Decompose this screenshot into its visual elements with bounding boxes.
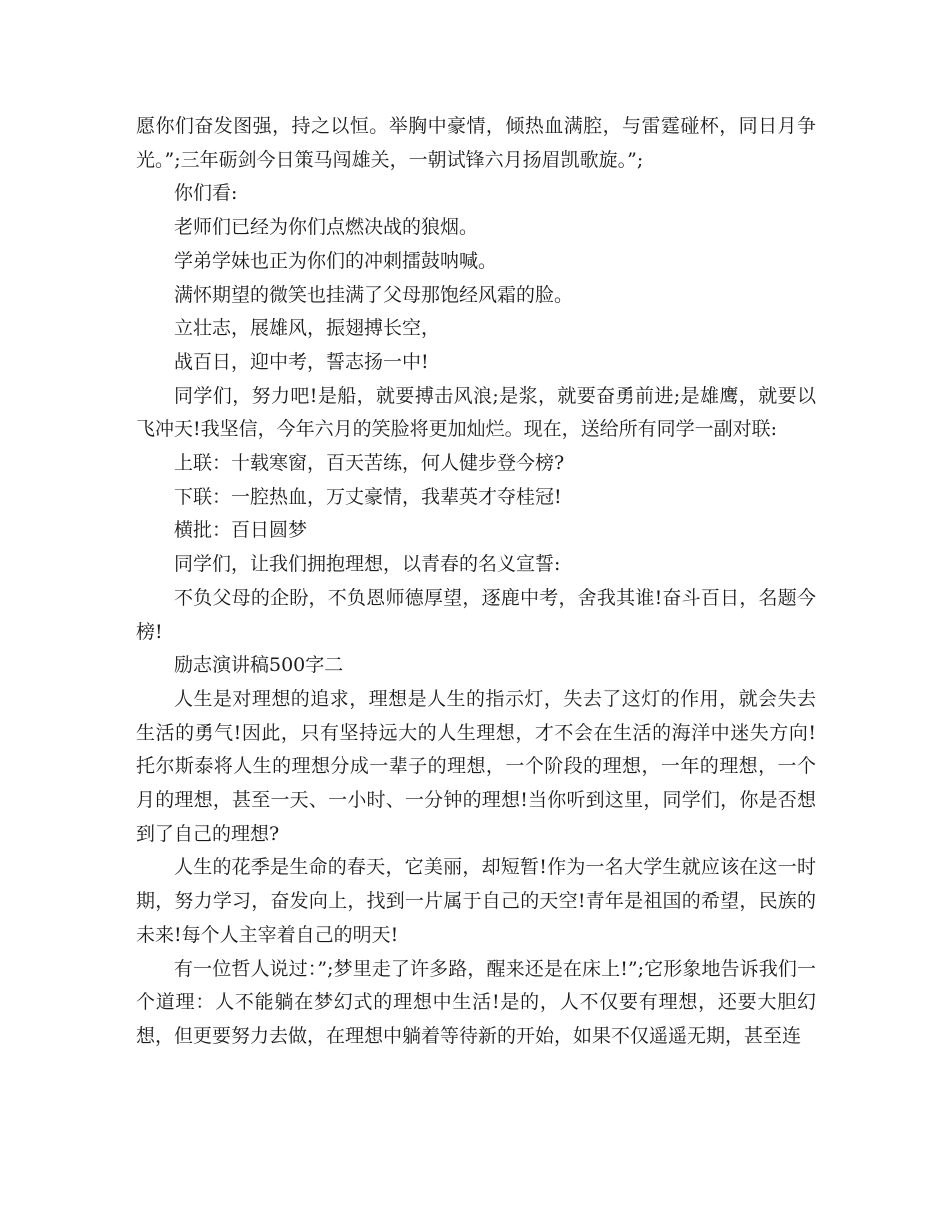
paragraph: 有一位哲人说过：”;梦里走了许多路，醒来还是在床上!”;它形象地告诉我们一个道理：人不能躺在梦幻式的理想中生活!是的，人不仅要有理想，还要大胆幻想，但更要努力去做，在理想中躺着等待新的开始，如果不仅遥遥无期，甚至连 [136,957,816,1047]
document-body [136,110,816,1054]
paragraph: 你们看: [174,182,238,205]
paragraph: 战百日，迎中考，誓志扬一中! [174,350,429,373]
paragraph: 同学们，让我们拥抱理想，以青春的名义宣誓: [174,553,561,576]
paragraph: 不负父母的企盼，不负恩师德厚望，逐鹿中考，舍我其谁!奋斗百日，名题今榜! [136,586,816,643]
couplet-horizontal: 横批：百日圆梦 [174,519,308,542]
paragraph: 同学们，努力吧!是船，就要搏击风浪;是浆，就要奋勇前进;是雄鹰，就要以飞冲天!我坚信，今年六月的笑脸将更加灿烂。现在，送给所有同学一副对联: [136,384,816,441]
couplet-lower: 下联：一腔热血，万丈豪情，我辈英才夺桂冠! [174,485,562,508]
paragraph: 人生是对理想的追求，理想是人生的指示灯，失去了这灯的作用，就会失去生活的勇气!因此，只有坚持远大的人生理想，才不会在生活的海洋中迷失方向!托尔斯泰将人生的理想分成一辈子的理想，一个阶段的理想，一年的理想，一个月的理想，甚至一天、一小时、一分钟的理想!当你听到这里，同学们，你是否想到了自己的理想? [136,687,816,845]
paragraph: 人生的花季是生命的春天，它美丽，却短暂!作为一名大学生就应该在这一时期，努力学习，奋发向上，找到一片属于自己的天空!青年是祖国的希望，民族的未来!每个人主宰着自己的明天! [136,856,816,946]
couplet-upper: 上联：十载寒窗，百天苦练，何人健步登今榜? [174,452,565,475]
paragraph: 老师们已经为你们点燃决战的狼烟。 [174,216,479,239]
paragraph: 满怀期望的微笑也挂满了父母那饱经风霜的脸。 [174,283,574,306]
section-heading: 励志演讲稿500字二 [174,654,344,677]
paragraph: 愿你们奋发图强，持之以恒。举胸中豪情，倾热血满腔，与雷霆碰杯，同日月争光。”;三年砺剑今日策马闯雄关，一朝试锋六月扬眉凯歌旋。”; [136,115,816,171]
paragraph: 立壮志，展雄风，振翅搏长空， [174,317,441,340]
paragraph: 学弟学妹也正为你们的冲刺擂鼓呐喊。 [174,249,498,272]
